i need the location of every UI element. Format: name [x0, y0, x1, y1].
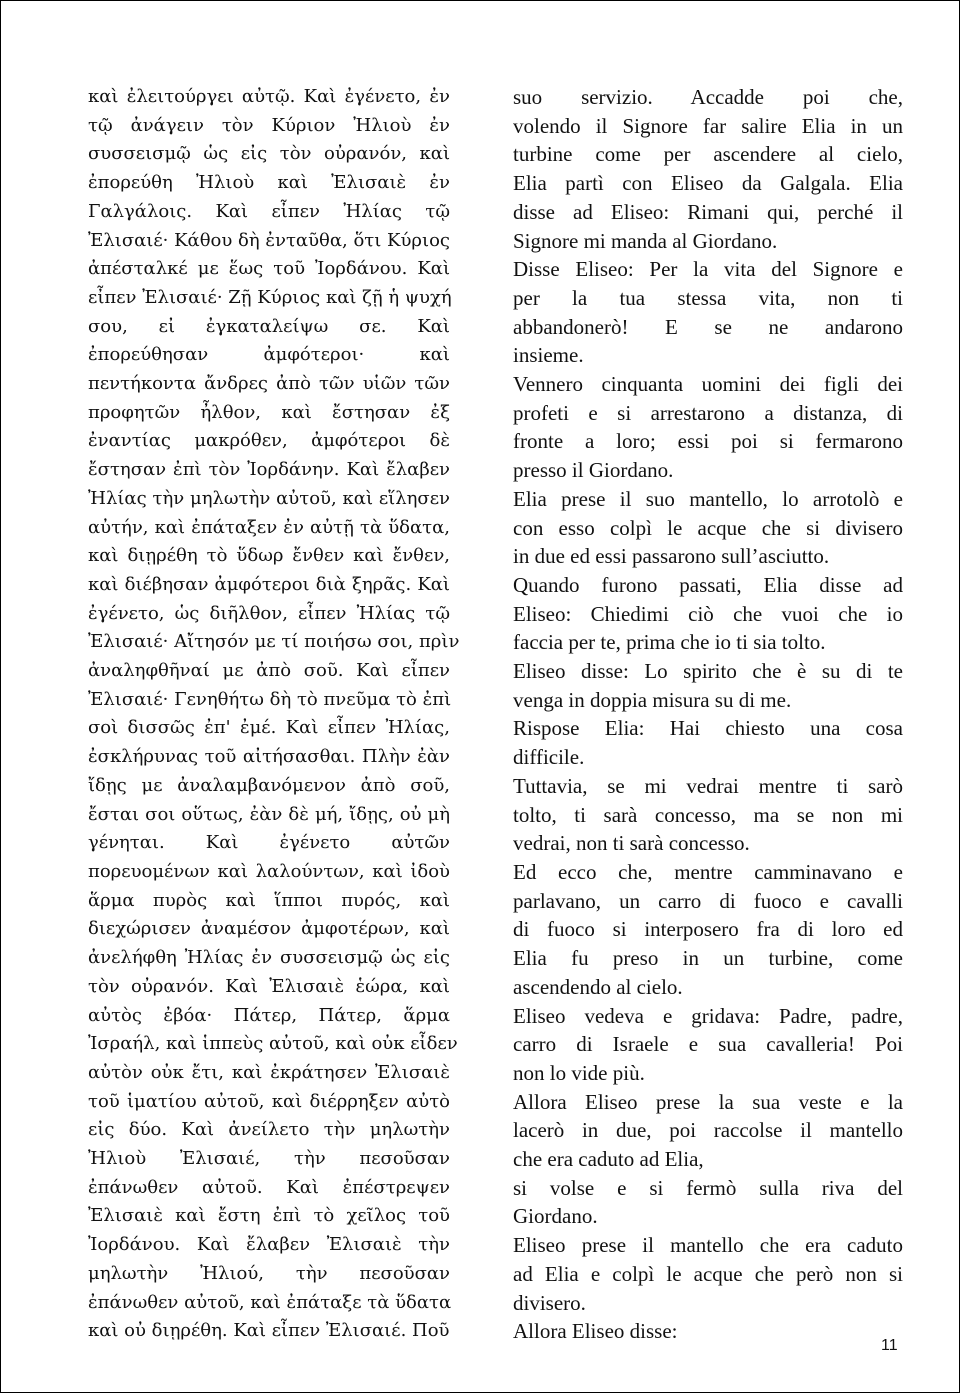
text-line: πεντήκοντα ἄνδρες ἀπὸ τῶν υἱῶν τῶν: [88, 373, 450, 395]
text-line: ἐπορεύθη Ἠλιοὺ καὶ Ἐλισαιὲ ἐν: [88, 172, 450, 194]
text-line: Ἠλίας τὴν μηλωτὴν αὐτοῦ, καὶ εἵλησεν: [88, 487, 450, 509]
page-number: 11: [881, 1337, 898, 1354]
text-line: ἐπάνωθεν αὐτοῦ, καὶ ἐπάταξε τὰ ὕδατα: [88, 1291, 452, 1313]
text-line: carro di Israele e sua cavalleria! Poi: [513, 1032, 903, 1057]
text-line: μηλωτὴν Ἠλιού, τὴν πεσοῦσαν: [88, 1262, 450, 1284]
text-line: Allora Eliseo disse:: [513, 1319, 678, 1344]
text-line: venga in doppia misura su di me.: [513, 687, 792, 712]
text-line: Giordano.: [513, 1204, 598, 1229]
text-line: lacerò in due, poi raccolse il mantello: [513, 1118, 903, 1143]
text-line: si volse e si fermò sulla riva del: [513, 1175, 903, 1200]
text-line: che era caduto ad Elia,: [513, 1147, 704, 1172]
text-line: Vennero cinquanta uomini dei figli dei: [513, 372, 903, 397]
text-line: ascendendo al cielo.: [513, 974, 683, 999]
text-line: Quando furono passati, Elia disse ad: [513, 572, 903, 597]
text-line: γένηται. Καὶ ἐγένετο αὐτῶν: [88, 832, 450, 854]
text-line: εἶπεν Ἐλισαιέ· Ζῇ Κύριος καὶ ζῇ ἡ ψυχή: [88, 286, 452, 308]
greek-text-column: [88, 83, 460, 1346]
text-line: Signore mi manda al Giordano.: [513, 228, 778, 253]
text-line: συσσεισμῷ ὡς εἰς τὸν οὐρανόν, καὶ: [88, 143, 450, 165]
text-line: per la tua stessa vita, non ti: [513, 285, 903, 310]
text-line: Ed ecco che, mentre camminavano e: [513, 859, 903, 884]
text-line: ἀνελήφθη Ἠλίας ἐν συσσεισμῷ ὡς εἰς: [88, 947, 450, 969]
text-line: divisero.: [513, 1290, 586, 1315]
text-line: προφητῶν ἦλθον, καὶ ἔστησαν ἐξ: [88, 401, 450, 423]
text-line: in due ed essi passarono sull’asciutto.: [513, 544, 830, 569]
text-line: ἐσκλήρυνας τοῦ αἰτήσασθαι. Πλὴν ἐὰν: [88, 746, 450, 768]
text-line: καὶ οὐ διῃρέθη. Καὶ εἶπεν Ἐλισαιέ. Ποῦ: [88, 1320, 450, 1342]
text-line: ἀπέσταλκέ με ἕως τοῦ Ἰορδάνου. Καὶ: [88, 258, 450, 280]
text-line: ἐναντίας μακρόθεν, ἀμφότεροι δὲ: [88, 430, 450, 452]
text-line: καὶ διῃρέθη τὸ ὕδωρ ἔνθεν καὶ ἔνθεν,: [88, 545, 450, 567]
text-line: εἰς δύο. Καὶ ἀνείλετο τὴν μηλωτὴν: [88, 1119, 450, 1141]
text-line: volendo il Signore far salire Elia in un: [513, 113, 903, 138]
text-line: αὐτὸν οὐκ ἔτι, καὶ ἐκράτησεν Ἐλισαιὲ: [88, 1061, 450, 1083]
text-line: parlavano, un carro di fuoco e cavalli: [513, 888, 903, 913]
text-line: difficile.: [513, 745, 585, 770]
text-line: Disse Eliseo: Per la vita del Signore e: [513, 257, 903, 282]
text-line: Eliseo disse: Lo spirito che è su di te: [513, 659, 903, 684]
text-line: Allora Eliseo prese la sua veste e la: [513, 1089, 903, 1114]
text-line: non lo vide più.: [513, 1060, 645, 1085]
italian-translation-column: [513, 83, 903, 1346]
text-line: τοῦ ἱματίου αὐτοῦ, καὶ διέρρηξεν αὐτὸ: [88, 1090, 450, 1112]
text-line: profeti e si arrestarono a distanza, di: [513, 400, 903, 425]
text-line: ἅρμα πυρὸς καὶ ἵπποι πυρός, καὶ: [88, 889, 450, 911]
text-line: Eliseo prese il mantello che era caduto: [513, 1233, 903, 1258]
text-line: Tuttavia, se mi vedrai mentre ti sarò: [513, 773, 903, 798]
text-line: Ἠλιοὺ Ἐλισαιέ, τὴν πεσοῦσαν: [88, 1148, 450, 1170]
text-line: αὐτήν, καὶ ἐπάταξεν ἐν αὐτῇ τὰ ὕδατα,: [88, 516, 450, 538]
text-line: τὸν οὐρανόν. Καὶ Ἐλισαιὲ ἑώρα, καὶ: [88, 975, 450, 997]
text-line: Eliseo: Chiedimi ciò che vuoi che io: [513, 601, 903, 626]
text-line: tolto, ti sarà concesso, ma se non mi: [513, 802, 903, 827]
text-line: con esso colpì le acque che si divisero: [513, 515, 903, 540]
text-line: insieme.: [513, 343, 584, 368]
text-line: Ἐλισαιέ· Κάθου δὴ ἐνταῦθα, ὅτι Κύριος: [88, 229, 450, 251]
text-line: fronte a loro; essi poi si fermarono: [513, 429, 903, 454]
text-line: ἐπορεύθησαν ἀμφότεροι· καὶ: [88, 344, 450, 366]
text-line: ἔσται σοι οὕτως, ἐὰν δὲ μή, ἴδῃς, οὐ μὴ: [88, 803, 450, 825]
text-line: ἐγένετο, ὡς διῆλθον, εἶπεν Ἠλίας τῷ: [88, 602, 450, 624]
text-line: Ἐλισαιὲ καὶ ἔστη ἐπὶ τὸ χεῖλος τοῦ: [88, 1205, 450, 1227]
text-line: Ἰσραήλ, καὶ ἱππεὺς αὐτοῦ, καὶ οὐκ εἶδεν: [88, 1033, 458, 1055]
text-line: turbine come per ascendere al cielo,: [513, 142, 903, 167]
text-line: Ἐλισαιέ· Αἴτησόν με τί ποιήσω σοι, πρὶν: [88, 631, 460, 653]
text-line: abbandonerò! E se ne andarono: [513, 314, 903, 339]
text-line: Ἰορδάνου. Καὶ ἔλαβεν Ἐλισαιὲ τὴν: [88, 1234, 450, 1256]
text-line: Ἐλισαιέ· Γενηθήτω δὴ τὸ πνεῦμα τὸ ἐπὶ: [88, 688, 452, 710]
text-line: Elia prese il suo mantello, lo arrotolò e: [513, 486, 903, 511]
text-line: σοὶ δισσῶς ἐπ' ἐμέ. Καὶ εἶπεν Ἠλίας,: [88, 717, 450, 739]
text-line: di fuoco si interposero fra di loro ed: [513, 917, 903, 942]
text-line: Elia fu preso in un turbine, come: [513, 946, 903, 971]
text-line: ad Elia e colpì le acque che però non si: [513, 1261, 903, 1286]
text-line: καὶ ἐλειτούργει αὐτῷ. Καὶ ἐγένετο, ἐν: [88, 86, 450, 107]
text-line: suo servizio. Accadde poi che,: [513, 85, 903, 109]
text-line: διεχώρισεν ἀναμέσον ἀμφοτέρων, καὶ: [88, 918, 450, 940]
text-line: vedrai, non ti sarà concesso.: [513, 831, 750, 856]
text-line: Γαλγάλοις. Καὶ εἶπεν Ἠλίας τῷ: [88, 200, 450, 222]
text-line: πορευομένων καὶ λαλούντων, καὶ ἰδοὺ: [88, 860, 450, 882]
text-line: ἐπάνωθεν αὐτοῦ. Καὶ ἐπέστρεψεν: [88, 1176, 450, 1198]
text-line: disse ad Eliseo: Rimani qui, perché il: [513, 199, 903, 224]
text-line: presso il Giordano.: [513, 458, 674, 483]
text-line: τῷ ἀνάγειν τὸν Κύριον Ἠλιοὺ ἐν: [88, 114, 450, 136]
text-line: αὐτὸς ἐβόα· Πάτερ, Πάτερ, ἅρμα: [88, 1004, 450, 1026]
text-line: σου, εἰ ἐγκαταλείψω σε. Καὶ: [88, 315, 450, 337]
text-line: Eliseo vedeva e gridava: Padre, padre,: [513, 1003, 903, 1028]
text-line: Elia partì con Eliseo da Galgala. Elia: [513, 171, 903, 196]
text-line: Rispose Elia: Hai chiesto una cosa: [513, 716, 903, 741]
text-line: καὶ διέβησαν ἀμφότεροι διὰ ξηρᾶς. Καὶ: [88, 573, 450, 595]
text-line: ἀναληφθῆναί με ἀπὸ σοῦ. Καὶ εἶπεν: [88, 660, 450, 682]
text-line: ἔστησαν ἐπὶ τὸν Ἰορδάνην. Καὶ ἔλαβεν: [88, 459, 450, 481]
text-line: faccia per te, prima che io ti sia tolto.: [513, 630, 826, 655]
text-line: ἴδῃς με ἀναλαμβανόμενον ἀπὸ σοῦ,: [88, 774, 450, 796]
